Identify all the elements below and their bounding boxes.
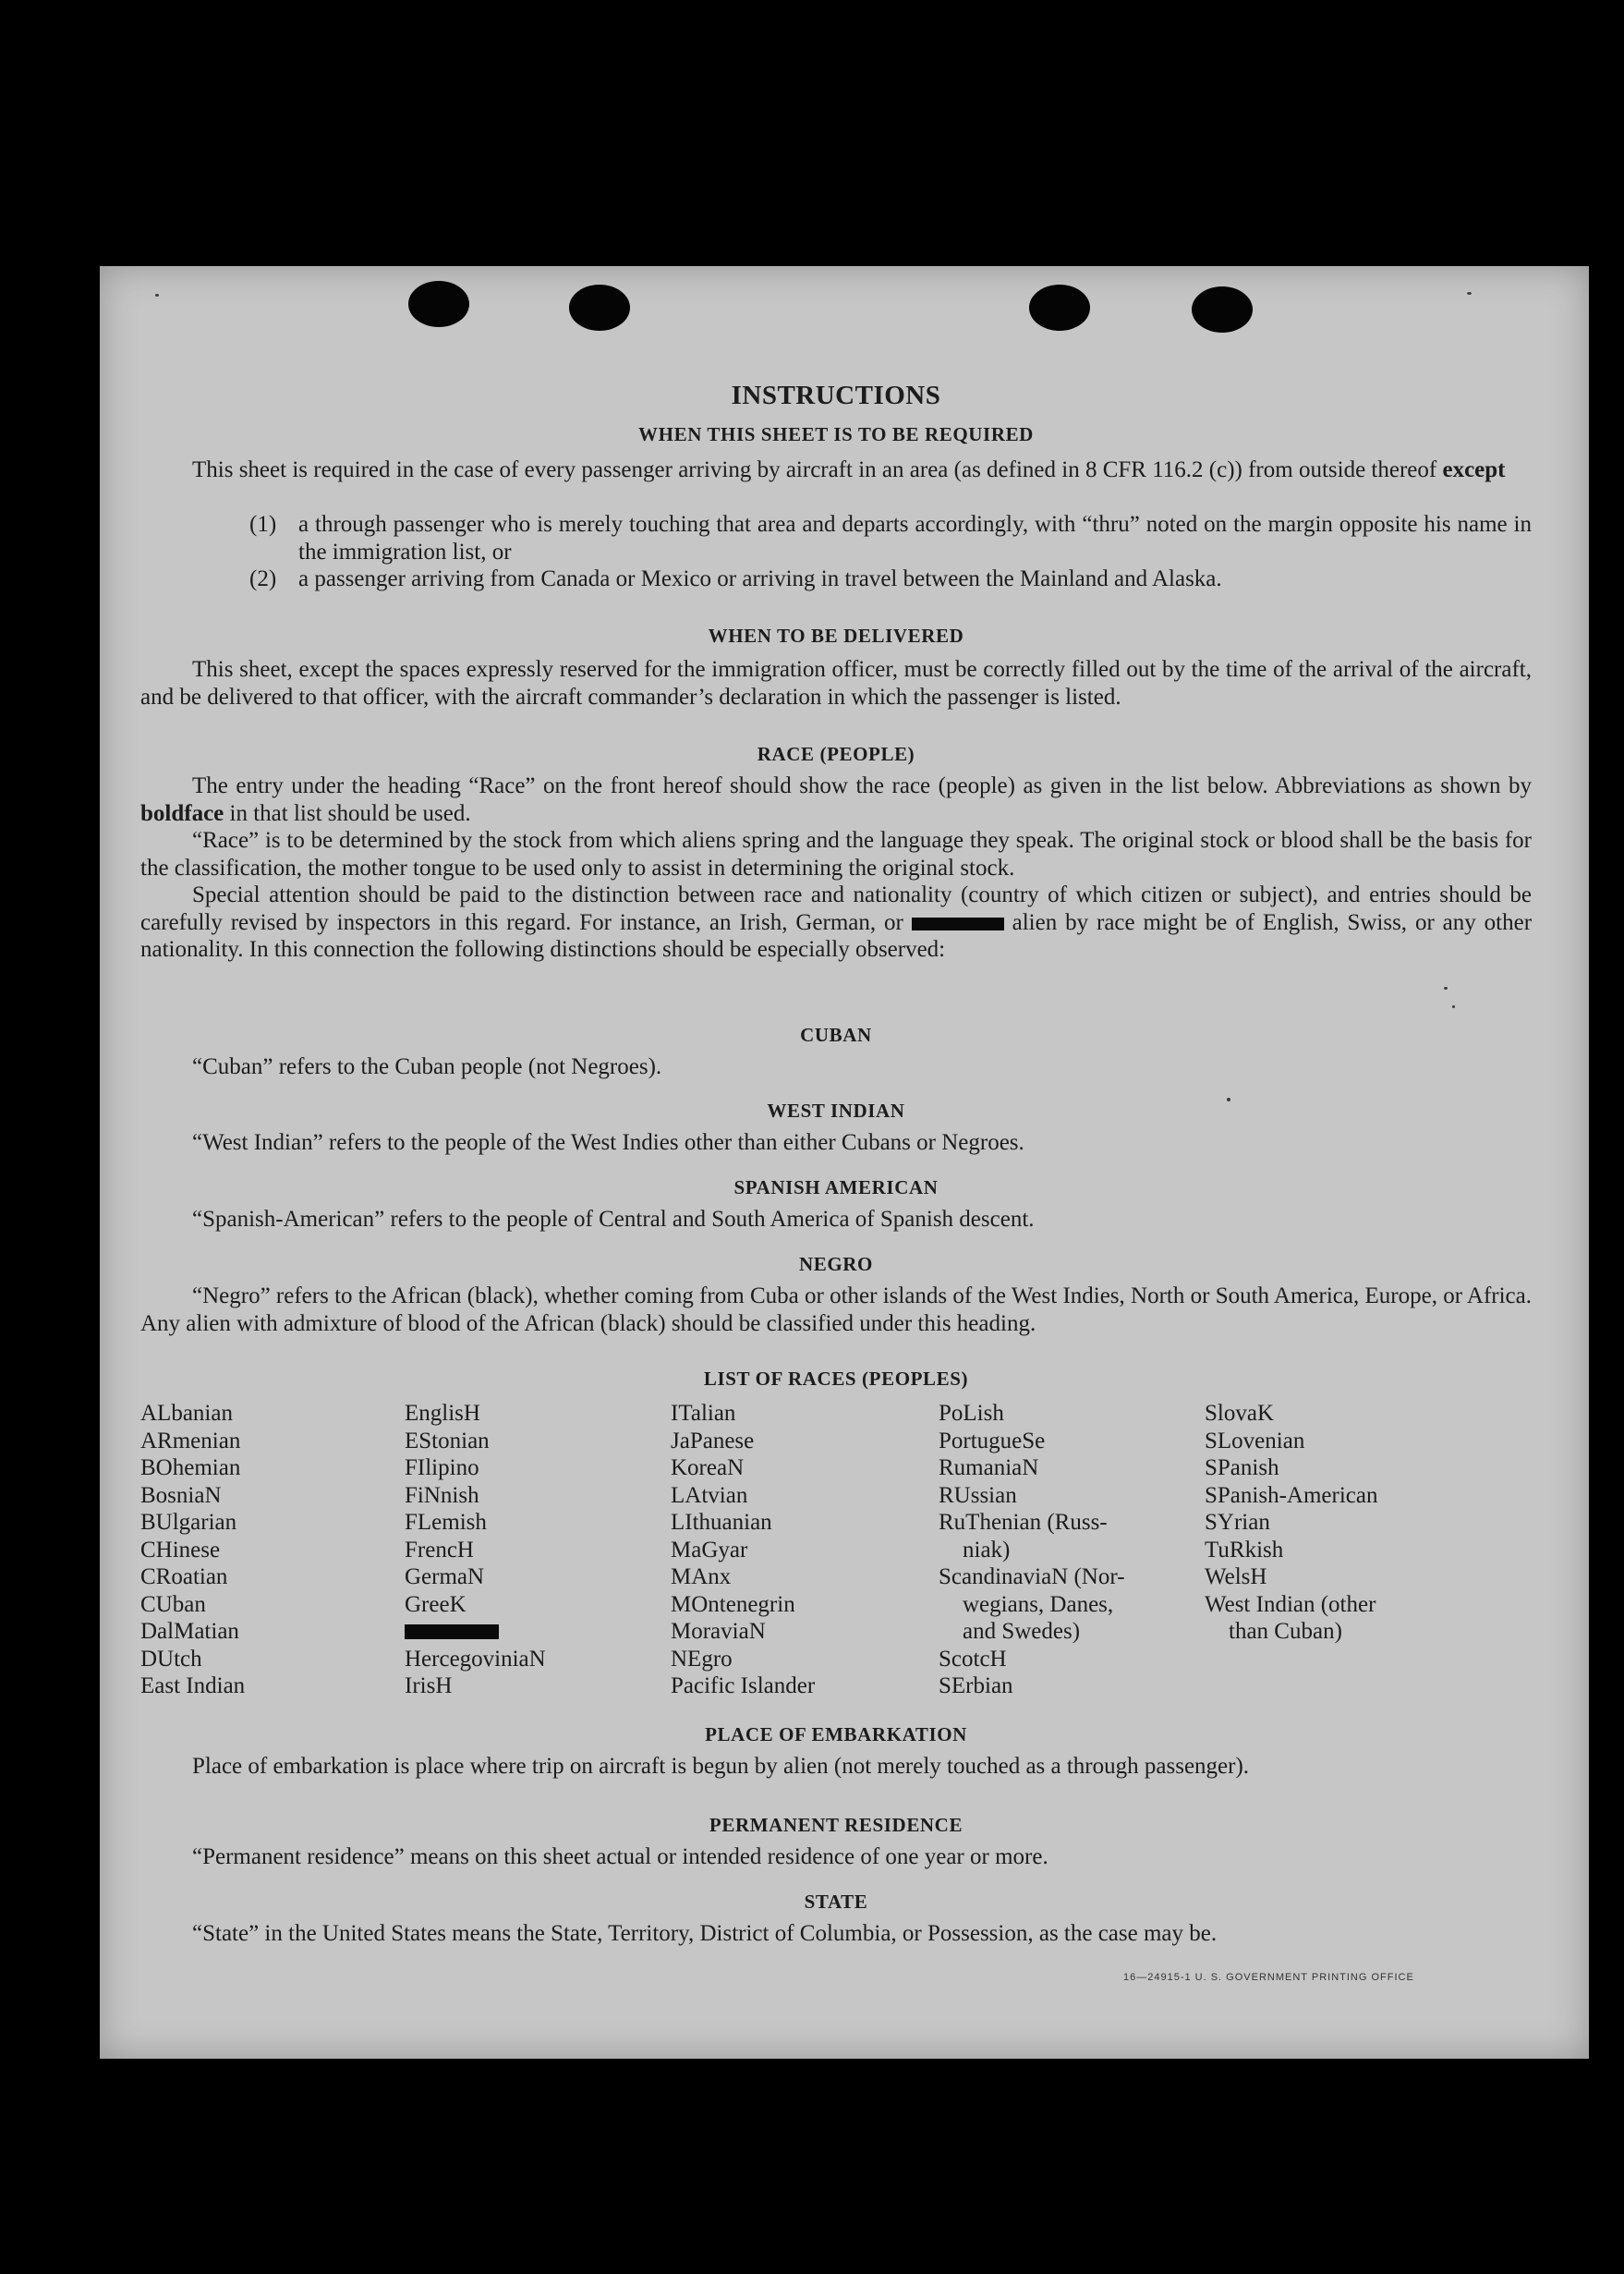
heading-west-indian: WEST INDIAN bbox=[767, 1100, 905, 1122]
race-column-5: SlovaK SLovenian SPanish SPanish-American SYrian TuRkish WelsH West Indian (other than Cuban) bbox=[1205, 1401, 1378, 1644]
redaction-mark bbox=[912, 918, 1004, 930]
intro-text: This sheet is required in the case of every passenger arriving by aircraft in an area (as defined in 8 CFR 116.2 (c)) from outside thereof bbox=[192, 457, 1437, 482]
item-number: (1) bbox=[249, 512, 277, 537]
paragraph-west-indian: “West Indian” refers to the people of the West Indies other than either Cubans or Negroes. bbox=[192, 1130, 1024, 1155]
punch-hole bbox=[1029, 285, 1090, 331]
heading-when-delivered: WHEN TO BE DELIVERED bbox=[708, 625, 964, 647]
heading-cuban: CUBAN bbox=[800, 1024, 872, 1046]
item-text: a passenger arriving from Canada or Mexico or arriving in travel between the Mainland and Alaska. bbox=[298, 566, 1222, 591]
race-column-2: EnglisH EStonian FIlipino FiNnish FLemish FrencH GermaN GreeK HercegoviniaN IrisH bbox=[405, 1401, 546, 1698]
heading-permanent-residence: PERMANENT RESIDENCE bbox=[709, 1814, 963, 1836]
paragraph-negro: “Negro” refers to the African (black), whether coming from Cuba or other islands of the West Indies, North or South America, Europe, or Africa. Any alien with admixture of blood of the African (black) should be classified under this heading. bbox=[140, 1283, 1532, 1336]
item-number: (2) bbox=[249, 566, 277, 591]
item-text: a through passenger who is merely touching that area and departs accordingly, with “thru” noted on the margin opposite his name in the immigration list, or bbox=[298, 512, 1532, 565]
page-title: INSTRUCTIONS bbox=[731, 381, 941, 410]
punch-hole bbox=[569, 285, 630, 331]
heading-negro: NEGRO bbox=[798, 1253, 873, 1275]
heading-spanish-american: SPANISH AMERICAN bbox=[733, 1176, 939, 1198]
paragraph-cuban: “Cuban” refers to the Cuban people (not Negroes). bbox=[192, 1054, 662, 1079]
paragraph-when-required bbox=[140, 456, 1532, 484]
paragraph-embarkation: Place of embarkation is place where trip on aircraft is begun by alien (not merely touched as a through passenger). bbox=[192, 1754, 1250, 1779]
printing-office-code: 16—24915-1 U. S. GOVERNMENT PRINTING OFFICE bbox=[1123, 1972, 1414, 1983]
heading-state: STATE bbox=[804, 1891, 868, 1913]
punch-hole bbox=[408, 281, 469, 327]
paragraph-race: The entry under the heading “Race” on the front hereof should show the race (people) as given in the list below. Abbreviations as shown by boldface in that list should be used. “Race” is to be determined by the stock from which aliens spring and the language they speak. The original stock or blood shall be the basis for the classification, the mother tongue to be used only to assist in determining the original stock. Special attention should be paid to the distinction between race and nationality (country of which citizen or subject), and entries should be carefully revised by inspectors in this regard. For instance, an Irish, German, or alien by race might be of English, Swiss, or any other nationality. In this connection the following distinctions should be especially observed: bbox=[140, 773, 1533, 962]
heading-embarkation: PLACE OF EMBARKATION bbox=[705, 1723, 967, 1745]
intro-bold: except bbox=[1442, 457, 1506, 482]
redaction-mark bbox=[405, 1624, 499, 1639]
heading-when-required: WHEN THIS SHEET IS TO BE REQUIRED bbox=[638, 423, 1034, 445]
heading-list-of-races: LIST OF RACES (PEOPLES) bbox=[703, 1368, 969, 1390]
race-column-3: ITalian JaPanese KoreaN LAtvian LIthuanian MaGyar MAnx MOntenegrin MoraviaN NEgro Pacific Islander bbox=[671, 1401, 816, 1698]
punch-hole bbox=[1192, 286, 1253, 333]
heading-race: RACE (PEOPLE) bbox=[757, 743, 915, 765]
paragraph-when-delivered: This sheet, except the spaces expressly reserved for the immigration officer, must be correctly filled out by the time of the arrival of the aircraft, and be delivered to that officer, with the aircraft commander’s declaration in which the passenger is listed. bbox=[140, 657, 1532, 710]
document-sheet bbox=[100, 266, 1589, 2059]
race-column-1: ALbanian ARmenian BOhemian BosniaN BUlgarian CHinese CRoatian CUban DalMatian DUtch East Indian bbox=[140, 1401, 246, 1698]
race-column-4: PoLish PortugueSe RumaniaN RUssian RuThenian (Russ- niak) ScandinaviaN (Nor- wegians, Danes, and Swedes) ScotcH SErbian bbox=[939, 1401, 1125, 1698]
paragraph-permanent-residence: “Permanent residence” means on this sheet actual or intended residence of one year or more. bbox=[192, 1844, 1048, 1869]
paragraph-state: “State” in the United States means the State, Territory, District of Columbia, or Possession, as the case may be. bbox=[192, 1921, 1218, 1946]
paragraph-spanish-american: “Spanish-American” refers to the people of Central and South America of Spanish descent. bbox=[192, 1207, 1035, 1232]
